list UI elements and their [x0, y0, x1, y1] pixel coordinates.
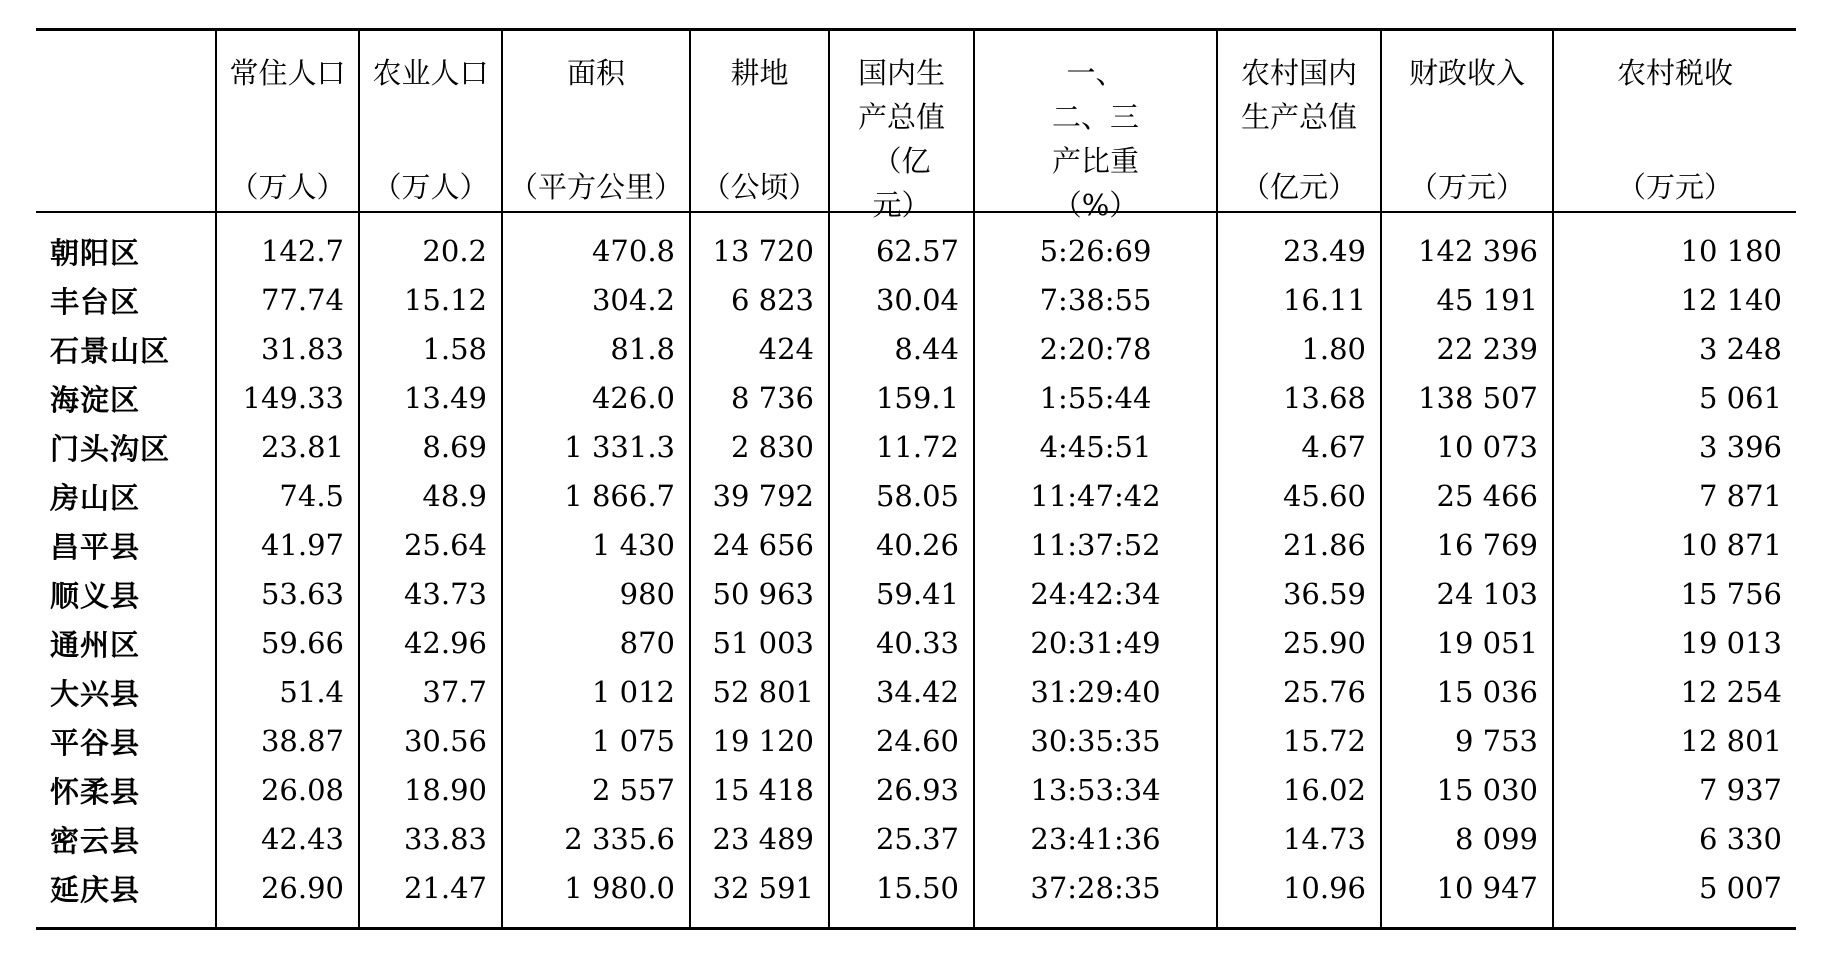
data-cell: 62.57 — [829, 212, 974, 276]
data-cell: 7 871 — [1698, 479, 1782, 513]
data-cell: 45.60 — [1217, 472, 1381, 521]
data-cell: 39 792 — [690, 472, 829, 521]
header-cell — [359, 30, 502, 212]
data-cell: 7:38:55 — [974, 276, 1217, 325]
region-name: 平谷县 — [36, 717, 216, 766]
header-unit: （万元） — [1408, 170, 1525, 204]
data-cell: 159.1 — [829, 374, 974, 423]
header-unit: （亿元） — [872, 144, 931, 222]
data-cell: 12 801 — [1680, 724, 1782, 758]
data-cell: 24 103 — [1381, 570, 1553, 619]
header-row — [36, 30, 1796, 212]
data-cell: 15 418 — [690, 766, 829, 815]
header-cell — [974, 30, 1217, 222]
region-name: 昌平县 — [36, 521, 216, 570]
region-name: 石景山区 — [36, 325, 216, 374]
data-cell: 19 120 — [690, 717, 829, 766]
table-row — [36, 374, 1796, 423]
data-cell: 426.0 — [502, 374, 690, 423]
header-cell — [690, 30, 829, 212]
data-cell: 40.26 — [829, 521, 974, 570]
data-cell: 3 396 — [1698, 430, 1782, 464]
data-cell: 1:55:44 — [974, 374, 1217, 423]
data-cell: 23.49 — [1217, 212, 1381, 276]
data-cell: 8.69 — [359, 423, 502, 472]
header-cell — [502, 30, 690, 212]
data-cell: 43.73 — [359, 570, 502, 619]
region-name: 海淀区 — [36, 374, 216, 423]
data-cell: 1 430 — [502, 521, 690, 570]
data-cell: 8 099 — [1381, 815, 1553, 864]
table-row — [36, 619, 1796, 668]
data-cell: 7 937 — [1698, 773, 1782, 807]
data-cell: 13.68 — [1217, 374, 1381, 423]
data-cell: 1 866.7 — [502, 472, 690, 521]
header-unit: （万元） — [1616, 170, 1733, 204]
data-cell: 31.83 — [216, 325, 359, 374]
data-cell: 15.72 — [1217, 717, 1381, 766]
data-cell: 32 591 — [690, 864, 829, 929]
data-cell: 14.73 — [1217, 815, 1381, 864]
data-cell: 138 507 — [1381, 374, 1553, 423]
data-cell: 18.90 — [359, 766, 502, 815]
data-cell: 1 012 — [502, 668, 690, 717]
data-cell: 1 331.3 — [502, 423, 690, 472]
data-cell: 1 980.0 — [502, 864, 690, 929]
data-cell: 23:41:36 — [974, 815, 1217, 864]
data-cell: 149.33 — [216, 374, 359, 423]
data-cell: 48.9 — [359, 472, 502, 521]
data-cell: 59.66 — [216, 619, 359, 668]
data-cell: 5 007 — [1698, 871, 1782, 905]
header-unit: （万人） — [372, 170, 489, 204]
data-cell: 10 180 — [1680, 234, 1782, 268]
data-cell: 50 963 — [690, 570, 829, 619]
header-unit: （亿元） — [1240, 170, 1357, 204]
table-row — [36, 325, 1796, 374]
table-row — [36, 570, 1796, 619]
header-name: 农村税收 — [1616, 56, 1733, 90]
table-row — [36, 521, 1796, 570]
header-cell — [216, 30, 359, 212]
header-cell-region — [36, 30, 216, 212]
data-cell: 24:42:34 — [974, 570, 1217, 619]
table-row — [36, 668, 1796, 717]
data-cell: 42.96 — [359, 619, 502, 668]
data-cell: 40.33 — [829, 619, 974, 668]
data-cell: 25.90 — [1217, 619, 1381, 668]
data-cell: 2:20:78 — [974, 325, 1217, 374]
data-cell: 53.63 — [216, 570, 359, 619]
data-cell: 77.74 — [216, 276, 359, 325]
data-cell: 15 030 — [1381, 766, 1553, 815]
data-cell: 59.41 — [829, 570, 974, 619]
data-cell: 5 061 — [1698, 381, 1782, 415]
header-name: 耕地 — [730, 56, 789, 90]
data-cell: 470.8 — [502, 212, 690, 276]
data-cell: 38.87 — [216, 717, 359, 766]
header-name: 农村国内生产总值 — [1240, 56, 1357, 134]
data-cell: 25.64 — [359, 521, 502, 570]
data-cell: 23.81 — [216, 423, 359, 472]
data-cell: 1 075 — [502, 717, 690, 766]
data-cell: 2 557 — [502, 766, 690, 815]
data-cell: 19 013 — [1680, 626, 1782, 660]
data-cell: 12 140 — [1680, 283, 1782, 317]
data-cell: 2 335.6 — [502, 815, 690, 864]
header-name: 农业人口 — [372, 56, 489, 90]
header-name: 一、二、三产比重 — [1051, 56, 1139, 178]
region-name: 大兴县 — [36, 668, 216, 717]
region-name: 怀柔县 — [36, 766, 216, 815]
table-body — [36, 212, 1796, 929]
data-cell: 37.7 — [359, 668, 502, 717]
data-cell: 22 239 — [1381, 325, 1553, 374]
header-cell — [1381, 30, 1553, 212]
data-cell: 21.86 — [1217, 521, 1381, 570]
table-row — [36, 766, 1796, 815]
data-cell: 24 656 — [690, 521, 829, 570]
data-cell: 6 330 — [1698, 822, 1782, 856]
data-cell: 10 871 — [1680, 528, 1782, 562]
data-cell: 10 947 — [1381, 864, 1553, 929]
data-cell: 15 756 — [1680, 577, 1782, 611]
data-cell: 6 823 — [690, 276, 829, 325]
header-cell — [829, 30, 974, 222]
region-name: 通州区 — [36, 619, 216, 668]
table-row — [36, 717, 1796, 766]
data-cell: 51 003 — [690, 619, 829, 668]
data-cell: 11:47:42 — [974, 472, 1217, 521]
data-cell: 30:35:35 — [974, 717, 1217, 766]
region-name: 密云县 — [36, 815, 216, 864]
data-cell: 16.02 — [1217, 766, 1381, 815]
data-cell: 11.72 — [829, 423, 974, 472]
data-cell: 2 830 — [690, 423, 829, 472]
region-name: 顺义县 — [36, 570, 216, 619]
header-name: 常住人口 — [229, 56, 346, 90]
data-cell: 23 489 — [690, 815, 829, 864]
region-name: 朝阳区 — [36, 212, 216, 276]
table-row — [36, 276, 1796, 325]
header-name: 国内生产总值 — [857, 56, 945, 134]
data-cell: 12 254 — [1680, 675, 1782, 709]
data-cell: 42.43 — [216, 815, 359, 864]
data-cell: 36.59 — [1217, 570, 1381, 619]
data-cell: 26.93 — [829, 766, 974, 815]
data-cell: 9 753 — [1381, 717, 1553, 766]
data-cell: 1.58 — [359, 325, 502, 374]
data-cell: 30.56 — [359, 717, 502, 766]
data-cell: 34.42 — [829, 668, 974, 717]
data-cell: 142 396 — [1381, 212, 1553, 276]
data-cell: 980 — [502, 570, 690, 619]
header-name: 面积 — [566, 56, 625, 90]
data-cell: 424 — [690, 325, 829, 374]
data-cell: 52 801 — [690, 668, 829, 717]
data-cell: 10.96 — [1217, 864, 1381, 929]
region-name: 房山区 — [36, 472, 216, 521]
header-unit: （平方公里） — [508, 170, 683, 204]
data-cell: 15.12 — [359, 276, 502, 325]
data-cell: 58.05 — [829, 472, 974, 521]
header-cell — [1217, 30, 1381, 212]
table-row — [36, 472, 1796, 521]
data-cell: 26.08 — [216, 766, 359, 815]
data-cell: 15 036 — [1381, 668, 1553, 717]
region-name: 延庆县 — [36, 864, 216, 929]
data-cell: 16.11 — [1217, 276, 1381, 325]
region-name: 门头沟区 — [36, 423, 216, 472]
data-cell: 25 466 — [1381, 472, 1553, 521]
data-cell: 16 769 — [1381, 521, 1553, 570]
statistics-table — [36, 28, 1796, 930]
data-cell: 21.47 — [359, 864, 502, 929]
data-cell: 15.50 — [829, 864, 974, 929]
data-cell: 5:26:69 — [974, 212, 1217, 276]
data-cell: 45 191 — [1381, 276, 1553, 325]
header-name: 财政收入 — [1408, 56, 1525, 90]
data-cell: 20:31:49 — [974, 619, 1217, 668]
data-cell: 142.7 — [216, 212, 359, 276]
data-cell: 26.90 — [216, 864, 359, 929]
data-cell: 304.2 — [502, 276, 690, 325]
data-cell: 74.5 — [216, 472, 359, 521]
data-cell: 25.37 — [829, 815, 974, 864]
data-cell: 41.97 — [216, 521, 359, 570]
data-cell: 37:28:35 — [974, 864, 1217, 929]
header-unit: （公顷） — [701, 170, 818, 204]
data-cell: 19 051 — [1381, 619, 1553, 668]
data-cell: 51.4 — [216, 668, 359, 717]
header-unit: （万人） — [229, 170, 346, 204]
header-cell — [1553, 30, 1796, 212]
header-unit: （%） — [1052, 188, 1139, 222]
data-cell: 10 073 — [1381, 423, 1553, 472]
data-cell: 13:53:34 — [974, 766, 1217, 815]
data-cell: 8.44 — [829, 325, 974, 374]
data-cell: 30.04 — [829, 276, 974, 325]
data-cell: 24.60 — [829, 717, 974, 766]
data-cell: 1.80 — [1217, 325, 1381, 374]
data-cell: 4.67 — [1217, 423, 1381, 472]
data-cell: 20.2 — [359, 212, 502, 276]
data-cell: 3 248 — [1698, 332, 1782, 366]
data-cell: 870 — [502, 619, 690, 668]
data-cell: 11:37:52 — [974, 521, 1217, 570]
data-cell: 25.76 — [1217, 668, 1381, 717]
data-cell: 4:45:51 — [974, 423, 1217, 472]
table-row — [36, 423, 1796, 472]
table-row — [36, 864, 1796, 929]
data-cell: 13.49 — [359, 374, 502, 423]
region-name: 丰台区 — [36, 276, 216, 325]
data-cell: 33.83 — [359, 815, 502, 864]
table-row — [36, 815, 1796, 864]
data-cell: 31:29:40 — [974, 668, 1217, 717]
data-cell: 81.8 — [502, 325, 690, 374]
data-cell: 8 736 — [690, 374, 829, 423]
data-cell: 13 720 — [690, 212, 829, 276]
